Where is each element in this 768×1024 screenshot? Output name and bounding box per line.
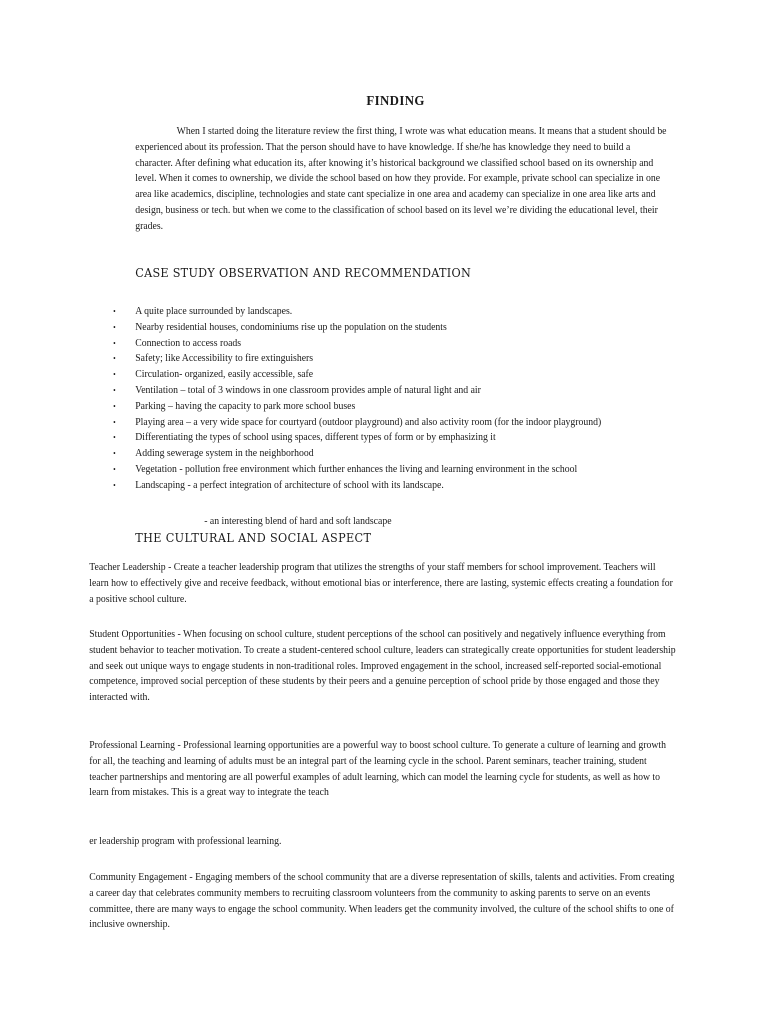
list-item: • A quite place surrounded by landscapes.	[110, 304, 680, 320]
cultural-social-heading: THE CULTURAL AND SOCIAL ASPECT	[135, 531, 372, 545]
bullet-icon: •	[113, 433, 116, 443]
bullet-icon: •	[113, 307, 116, 316]
bullet-icon: •	[113, 417, 116, 427]
bullet-icon: •	[113, 449, 116, 459]
bullet-icon: •	[113, 354, 116, 364]
list-item: • Playing area – a very wide space for courtyard (outdoor playground) and also activity room (for the indoor playground)	[110, 415, 680, 431]
bullet-icon: •	[113, 385, 116, 395]
professional-learning-continuation: er leadership program with professional learning.	[89, 836, 282, 847]
bullet-icon: •	[113, 370, 116, 380]
bullet-icon: •	[113, 480, 116, 490]
list-item: • Landscaping - a perfect integration of architecture of school with its landscape.	[110, 478, 680, 494]
teacher-leadership-paragraph: Teacher Leadership - Create a teacher leadership program that utilizes the strengths of your staff members for school improvement. Teachers will learn how to effectively give and receive feedback, without emotional bias or interference, there are lasting, systemic effects creating a foundation for a positive school culture.	[89, 562, 673, 605]
list-item: • Circulation- organized, easily accessible, safe	[110, 367, 680, 383]
case-study-heading: CASE STUDY OBSERVATION AND RECOMMENDATION	[135, 266, 472, 280]
observation-list	[110, 304, 680, 494]
professional-learning-paragraph: Professional Learning - Professional learning opportunities are a powerful way to boost school culture. To generate a culture of learning and growth for all, the teaching and learning of adults must be an integral part of the learning cycle in the school. Parent seminars, teacher training, student teacher partnerships and mentoring are all powerful examples of adult learning, which can model the learning cycle for students, as well as how to learn from mistakes. This is a great way to integrate the teach	[89, 740, 666, 799]
community-engagement-paragraph: Community Engagement - Engaging members of the school community that are a diverse representation of skills, talents and activities. From creating a career day that celebrates community members to recruiting classroom volunteers from the community to asking parents to serve on an events committee, there are many ways to engage the school community. When leaders get the community involved, the culture of the school shifts to one of inclusive ownership.	[89, 872, 675, 931]
list-item: • Connection to access roads	[110, 336, 680, 352]
bullet-icon: •	[113, 322, 116, 332]
list-item: • Parking – having the capacity to park more school buses	[110, 399, 680, 415]
bullet-icon: •	[113, 464, 116, 474]
student-opportunities-paragraph: Student Opportunities - When focusing on school culture, student perceptions of the school can positively and negatively influence everything from student behavior to teacher motivation. To create a student-centered school culture, leaders can strategically create opportunities for student leadership and seek out unique ways to engage students in non-traditional roles. Improved engagement in the school, increased self-reported social-emotional competence, improved social perception of these students by their peers and a genuine perception of school pride by those engaged and those they interacted with.	[89, 629, 676, 704]
list-item: • Differentiating the types of school using spaces, different types of form or by emphasizing it	[110, 430, 680, 446]
intro-paragraph: When I started doing the literature review the first thing, I wrote was what education means. It means that a student should be experienced about its profession. That the person should have to have knowledge. If she/he has knowledge they need to build a character. After defining what education its, after knowing it’s historical background we classified school based on its ownership and level. When it comes to ownership, we divide the school based on how they provide. For example, private school can specialize in one area like academics, discipline, technologies and state cant specialize in one area and academy can specialize in one area like arts and design, business or tech. but when we come to the classification of school based on its level we’re dividing the educational level, their grades.	[135, 126, 667, 232]
landscaping-subpoint: - an interesting blend of hard and soft landscape	[204, 516, 392, 527]
bullet-icon: •	[113, 401, 116, 411]
list-item: • Nearby residential houses, condominiums rise up the population on the students	[110, 320, 680, 336]
list-item: • Adding sewerage system in the neighborhood	[110, 446, 680, 462]
page-title: FINDING	[366, 94, 425, 109]
bullet-icon: •	[113, 338, 116, 348]
list-item: • Ventilation – total of 3 windows in one classroom provides ample of natural light and air	[110, 383, 680, 399]
list-item: • Safety; like Accessibility to fire extinguishers	[110, 351, 680, 367]
list-item: • Vegetation - pollution free environment which further enhances the living and learning environment in the school	[110, 462, 680, 478]
